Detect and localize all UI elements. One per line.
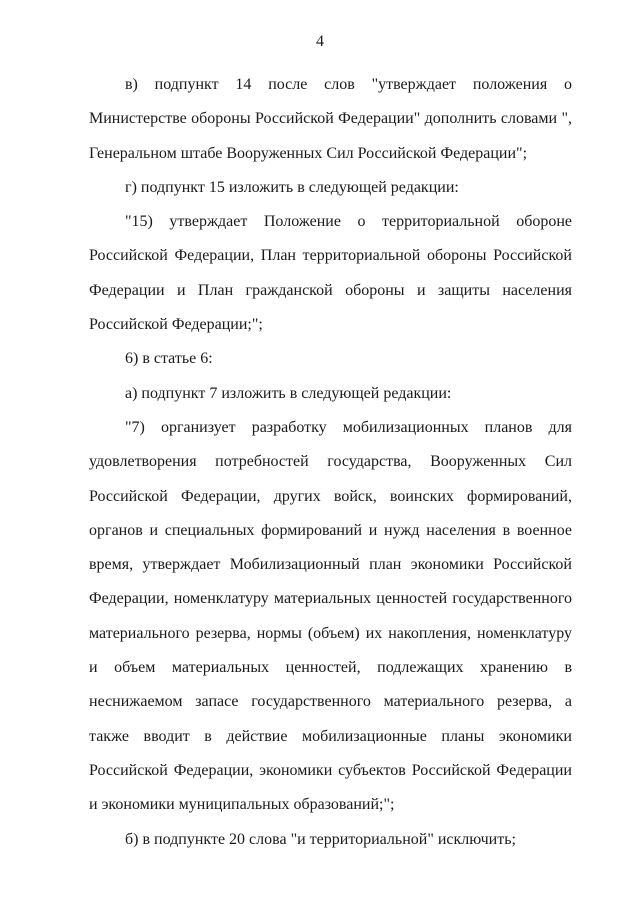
paragraph-g: г) подпункт 15 изложить в следующей редакции: [125,178,459,196]
paragraph-15: "15) утверждает Положение о территориальной обороне Российской Федерации, План территориальной обороны Российской Федерации и План гражданской обороны и защиты населения Российской Федерации;"; [89,213,572,334]
paragraph-b: б) в подпункте 20 слова "и территориальной" исключить; [125,830,516,848]
paragraph-v: в) подпункт 14 после слов "утверждает положения о Министерстве обороны Российской Федерации" дополнить словами ", Генеральном штабе Вооруженных Сил Российской Федерации"; [89,76,572,162]
page-number: 4 [316,33,324,50]
document-body [89,68,572,857]
paragraph-a: а) подпункт 7 изложить в следующей редакции: [125,384,452,402]
paragraph-article-6: 6) в статье 6: [125,350,213,368]
paragraph-7: "7) организует разработку мобилизационных планов для удовлетворения потребностей государства, Вооруженных Сил Российской Федерации, других войск, воинских формирований, органов и специальных формирований и нужд населения в военное время, утверждает Мобилизационный план экономики Российской Федерации, номенклатуру материальных ценностей государственного материального резерва, нормы (объем) их накопления, номенклатуру и объем материальных ценностей, подлежащих хранению в неснижаемом запасе государственного материального резерва, а также вводит в действие мобилизационные планы экономики Российской Федерации, экономики субъектов Российской Федерации и экономики муниципальных образований;"; [89,418,572,814]
